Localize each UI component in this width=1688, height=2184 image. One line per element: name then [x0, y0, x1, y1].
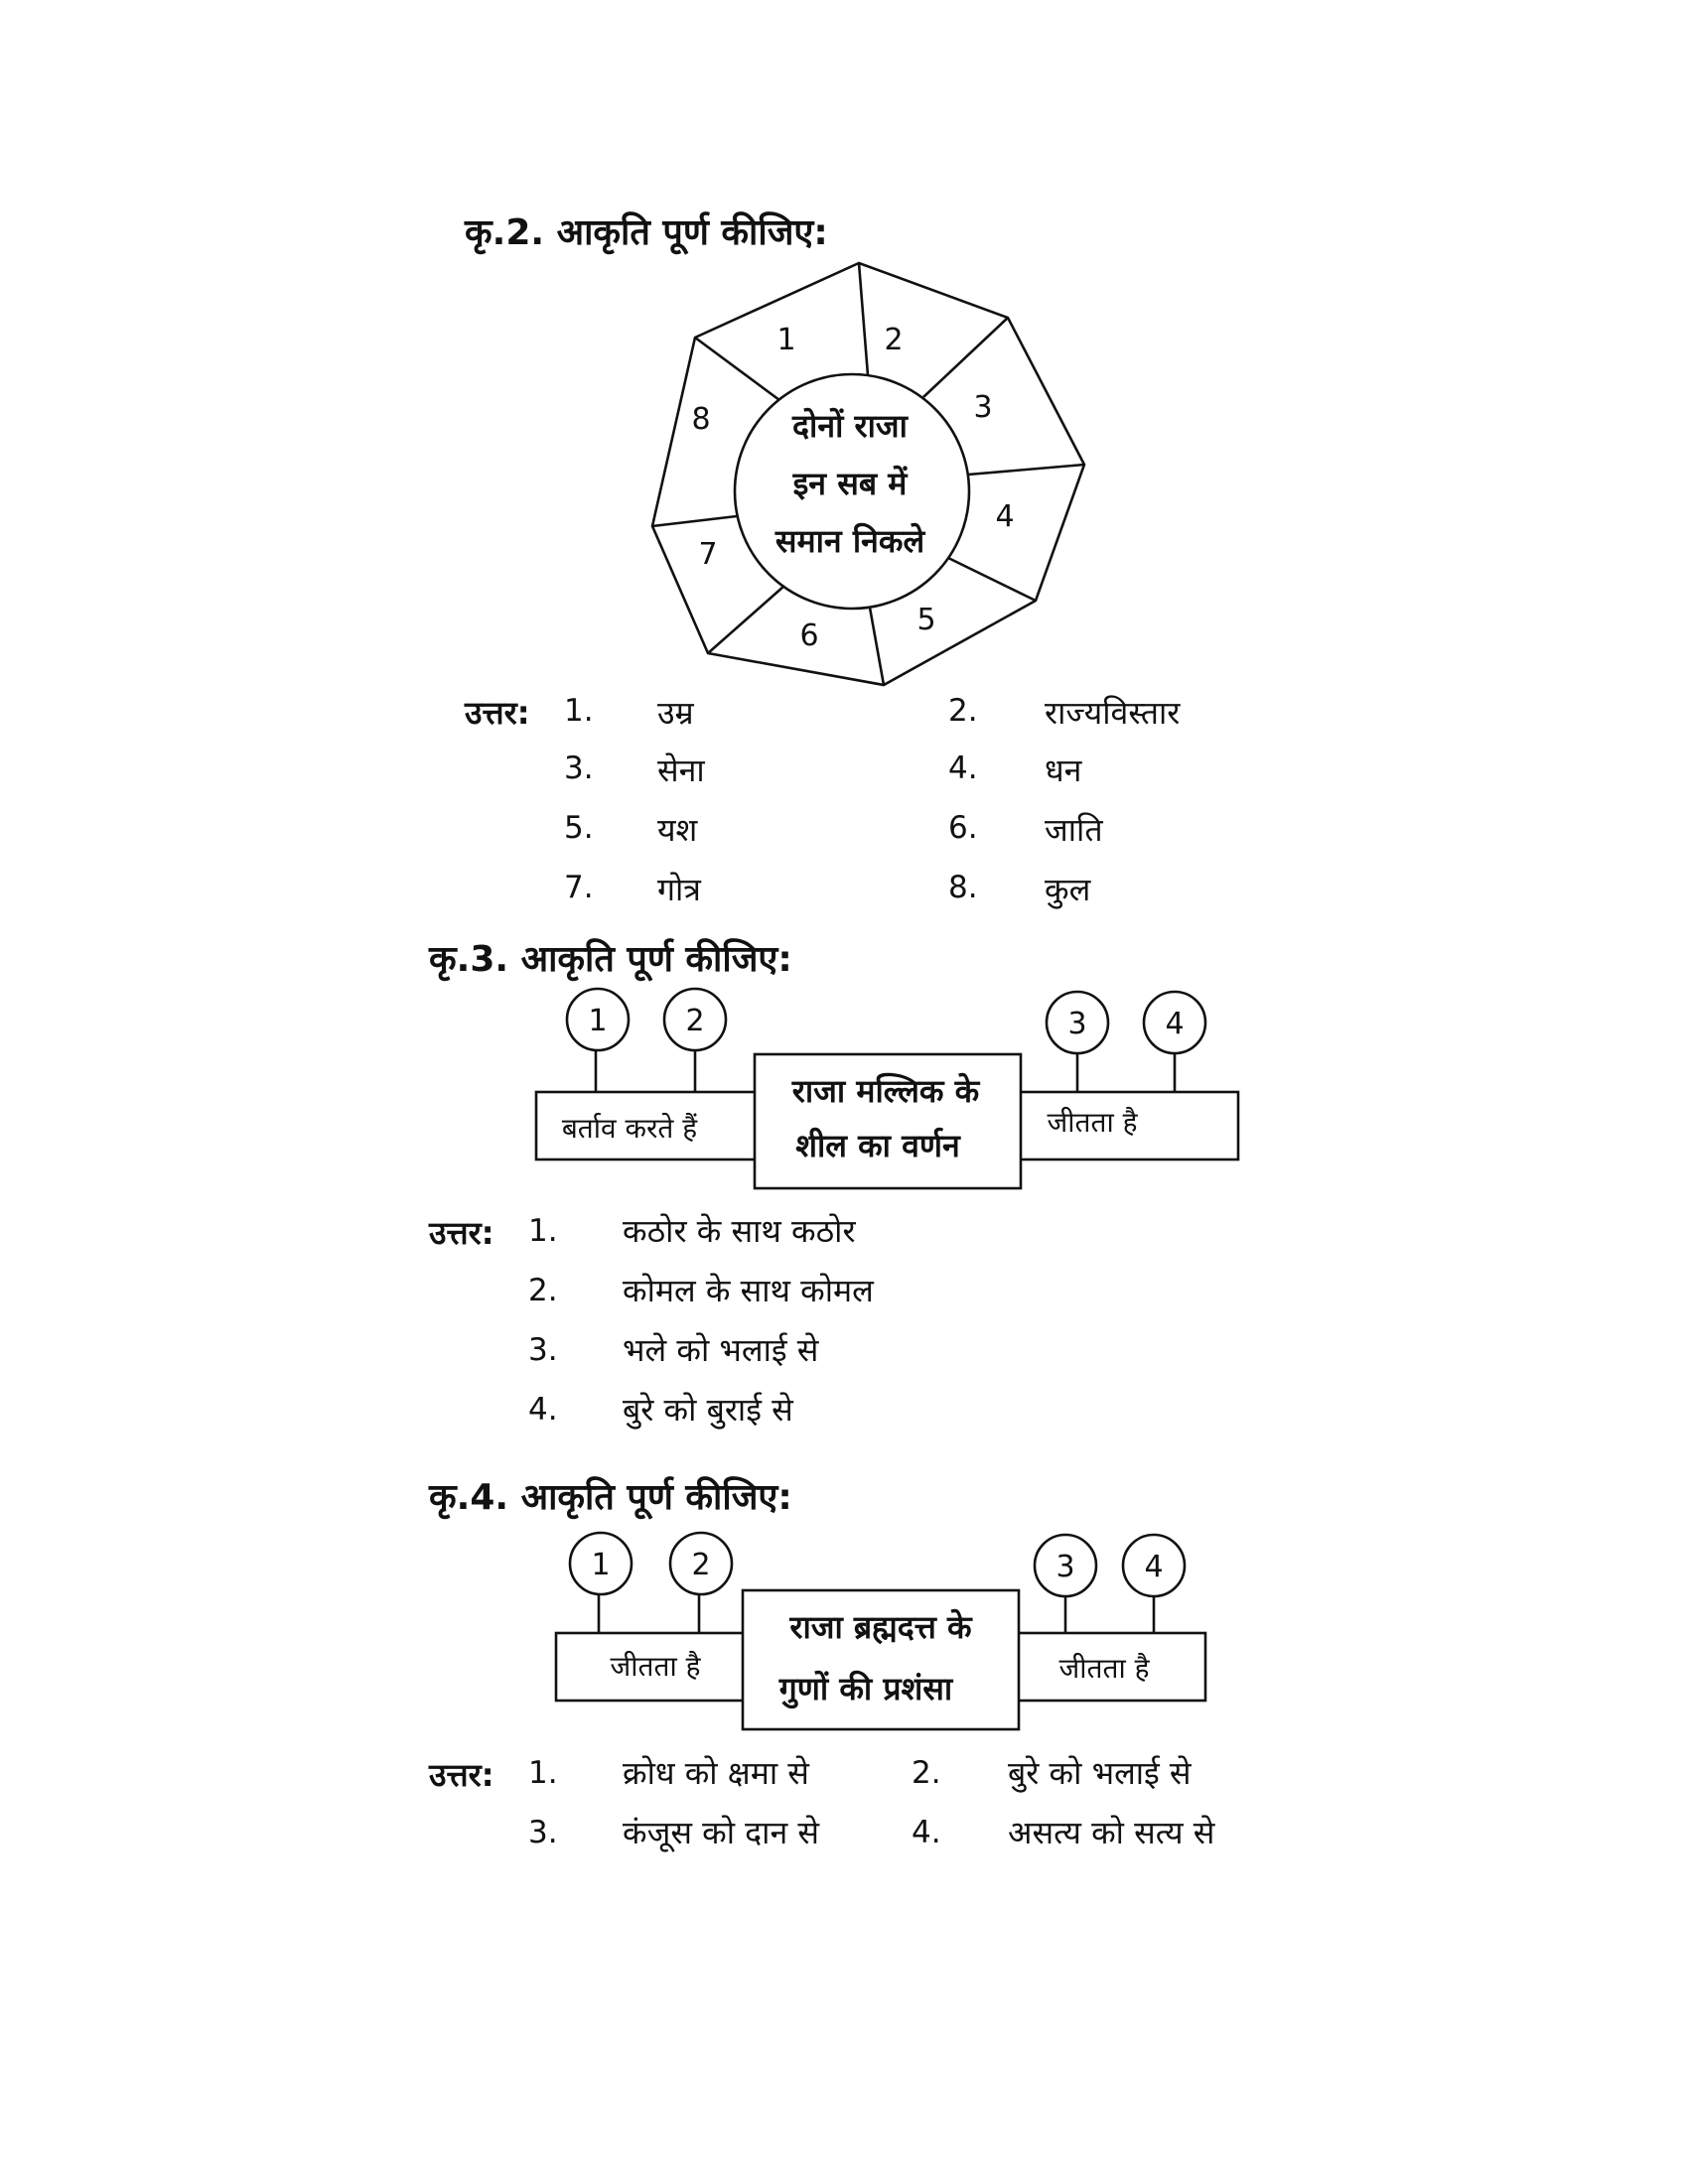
- answer-number: 5.: [564, 810, 594, 846]
- answer-number: 6.: [948, 810, 978, 846]
- q2-title: कृ.2. आकृति पूर्ण कीजिए:: [465, 212, 828, 253]
- answer-number: 2.: [912, 1755, 941, 1791]
- q4-title: कृ.4. आकृति पूर्ण कीजिए:: [429, 1477, 792, 1518]
- q2-center-text: समान निकले: [774, 522, 925, 560]
- answer-text: कंजूस को दान से: [623, 1814, 820, 1851]
- q3-circle-number: 3: [1067, 1007, 1087, 1041]
- q2-segment-number: 3: [973, 390, 993, 425]
- answer-number: 3.: [528, 1332, 558, 1368]
- answer-text: यश: [657, 811, 698, 849]
- q3-right-box-text: जीतता है: [1047, 1106, 1138, 1139]
- q2-segment-number: 5: [916, 603, 936, 637]
- q4-left-box-text: जीतता है: [610, 1650, 701, 1683]
- q2-answer-label: उत्तर:: [465, 694, 530, 732]
- q3-circle-number: 2: [685, 1004, 705, 1038]
- q4-center-text: गुणों की प्रशंसा: [778, 1670, 953, 1707]
- answer-text: धन: [1045, 751, 1082, 789]
- q2-segment-number: 4: [995, 499, 1015, 534]
- answer-text: गोत्र: [657, 871, 701, 908]
- answer-number: 2.: [948, 693, 978, 729]
- q4-circle-number: 4: [1144, 1550, 1164, 1584]
- answer-number: 8.: [948, 870, 978, 905]
- q3-circle-number: 1: [588, 1004, 608, 1038]
- answer-text: बुरे को बुराई से: [623, 1391, 793, 1429]
- answer-text: बुरे को भलाई से: [1008, 1754, 1192, 1792]
- q2-segment-number: 6: [799, 618, 819, 653]
- answer-text: राज्यविस्तार: [1045, 694, 1181, 732]
- q3-center-text: राजा मल्लिक के: [791, 1072, 980, 1110]
- q2-center-text: दोनों राजा: [792, 407, 908, 445]
- q3-left-box-text: बर्ताव करते हैं: [561, 1112, 698, 1145]
- q3-answer-label: उत्तर:: [429, 1214, 494, 1252]
- answer-number: 4.: [528, 1392, 558, 1428]
- answer-text: असत्य को सत्य से: [1008, 1814, 1215, 1851]
- answer-number: 2.: [528, 1273, 558, 1308]
- answer-text: जाति: [1045, 811, 1103, 849]
- q4-answer-label: उत्तर:: [429, 1756, 494, 1794]
- answer-number: 1.: [528, 1213, 558, 1249]
- q4-center-text: राजा ब्रह्मदत्त के: [789, 1608, 972, 1646]
- answer-text: कोमल के साथ कोमल: [623, 1272, 874, 1309]
- answer-text: क्रोध को क्षमा से: [623, 1754, 809, 1792]
- answer-number: 4.: [912, 1815, 941, 1850]
- answer-text: कठोर के साथ कठोर: [623, 1212, 856, 1250]
- q4-circle-number: 1: [591, 1548, 611, 1582]
- q4-circle-number: 2: [691, 1548, 711, 1582]
- answer-number: 1.: [564, 693, 594, 729]
- q4-right-box-text: जीतता है: [1058, 1652, 1150, 1685]
- q3-title: कृ.3. आकृति पूर्ण कीजिए:: [429, 939, 792, 980]
- answer-number: 1.: [528, 1755, 558, 1791]
- answer-number: 3.: [564, 751, 594, 786]
- answer-number: 4.: [948, 751, 978, 786]
- answer-text: उम्र: [657, 694, 694, 732]
- q2-center-text: इन सब में: [792, 465, 908, 502]
- q2-segment-number: 2: [884, 323, 904, 357]
- q4-circle-number: 3: [1055, 1550, 1075, 1584]
- q3-center-text: शील का वर्णन: [795, 1127, 960, 1164]
- q2-segment-number: 1: [776, 323, 796, 357]
- answer-text: कुल: [1045, 871, 1091, 908]
- q2-segment-number: 8: [691, 402, 711, 437]
- answer-text: भले को भलाई से: [623, 1331, 819, 1369]
- answer-text: सेना: [657, 751, 705, 789]
- answer-number: 3.: [528, 1815, 558, 1850]
- q3-circle-number: 4: [1165, 1007, 1185, 1041]
- q2-segment-number: 7: [698, 537, 718, 572]
- answer-number: 7.: [564, 870, 594, 905]
